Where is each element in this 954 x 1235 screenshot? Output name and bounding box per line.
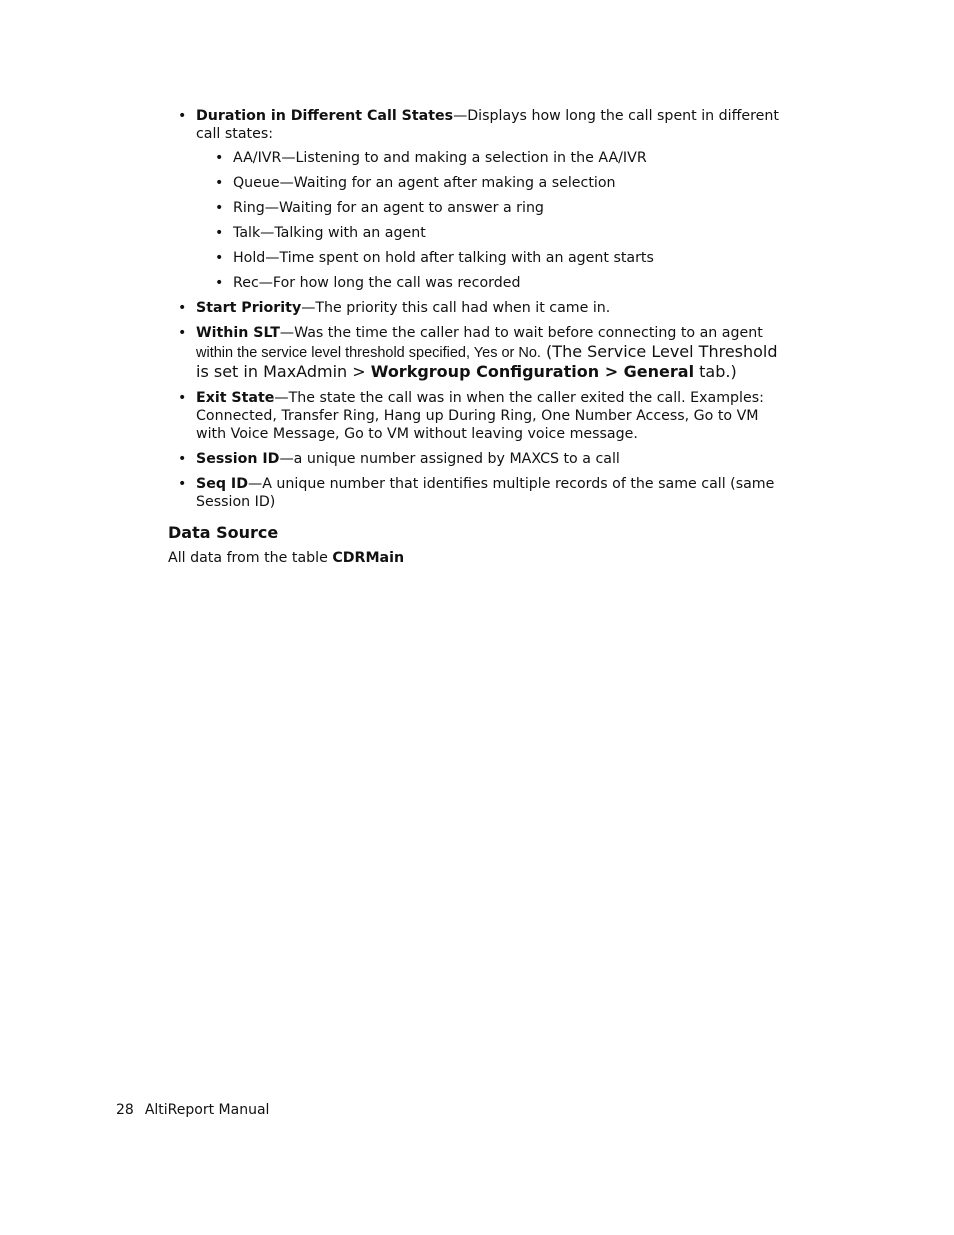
list-item-state: • AA/IVR—Listening to and making a selection in the AA/IVR <box>196 149 788 167</box>
list-item-state: • Rec—For how long the call was recorded <box>196 274 788 292</box>
desc-within-slt-b: within the service level threshold specified, Yes or No. <box>196 345 541 361</box>
page-footer <box>116 1101 269 1119</box>
list-item-start-priority <box>168 299 788 317</box>
table-name: CDRMain <box>332 550 405 566</box>
list-item-state: • Ring—Waiting for an agent to answer a ring <box>196 199 788 217</box>
call-states-list <box>196 149 788 292</box>
list-item-duration <box>168 107 788 292</box>
list-item-session-id <box>168 450 788 468</box>
list-item-state: • Hold—Time spent on hold after talking with an agent starts <box>196 249 788 267</box>
data-source-prefix: All data from the table <box>168 550 333 566</box>
term-duration: Duration in Different Call States <box>196 108 454 124</box>
section-heading-data-source: Data Source <box>168 523 279 542</box>
desc-duration: —Displays how long the call spent in different call states: <box>196 108 779 142</box>
term-start-priority: Start Priority <box>196 300 302 316</box>
list-item-seq-id <box>168 475 788 511</box>
term-session-id: Session ID <box>196 451 280 467</box>
page-content <box>168 107 788 567</box>
term-exit-state: Exit State <box>196 390 275 406</box>
list-item-exit-state <box>168 389 788 443</box>
list-item-state: • Talk—Talking with an agent <box>196 224 788 242</box>
field-list <box>168 107 788 511</box>
term-within-slt: Within SLT <box>196 325 280 341</box>
desc-within-slt-a: —Was the time the caller had to wait before connecting to an agent <box>279 325 763 341</box>
manual-title: AltiReport Manual <box>144 1102 270 1118</box>
desc-within-slt-c: (The Service Level Threshold is set in MaxAdmin > <box>196 342 778 381</box>
data-source-text <box>168 549 788 567</box>
desc-within-slt-d: tab.) <box>694 362 737 381</box>
menu-path: Workgroup Configuration > General <box>370 362 695 381</box>
desc-session-id: —a unique number assigned by MAXCS to a call <box>279 451 620 467</box>
list-item-state: • Queue—Waiting for an agent after making a selection <box>196 174 788 192</box>
term-seq-id: Seq ID <box>196 476 248 492</box>
desc-start-priority: —The priority this call had when it came in. <box>301 300 611 316</box>
desc-exit-state: —The state the call was in when the caller exited the call. Examples: Connected, Transfer Ring, Hang up During Ring, One Number Access, Go to VM with Voice Message, Go to VM without leaving voice message. <box>196 390 764 442</box>
desc-seq-id: —A unique number that identifies multiple records of the same call (same Session ID) <box>196 476 775 510</box>
page-number: 28 <box>116 1102 134 1118</box>
list-item-within-slt <box>168 324 788 382</box>
